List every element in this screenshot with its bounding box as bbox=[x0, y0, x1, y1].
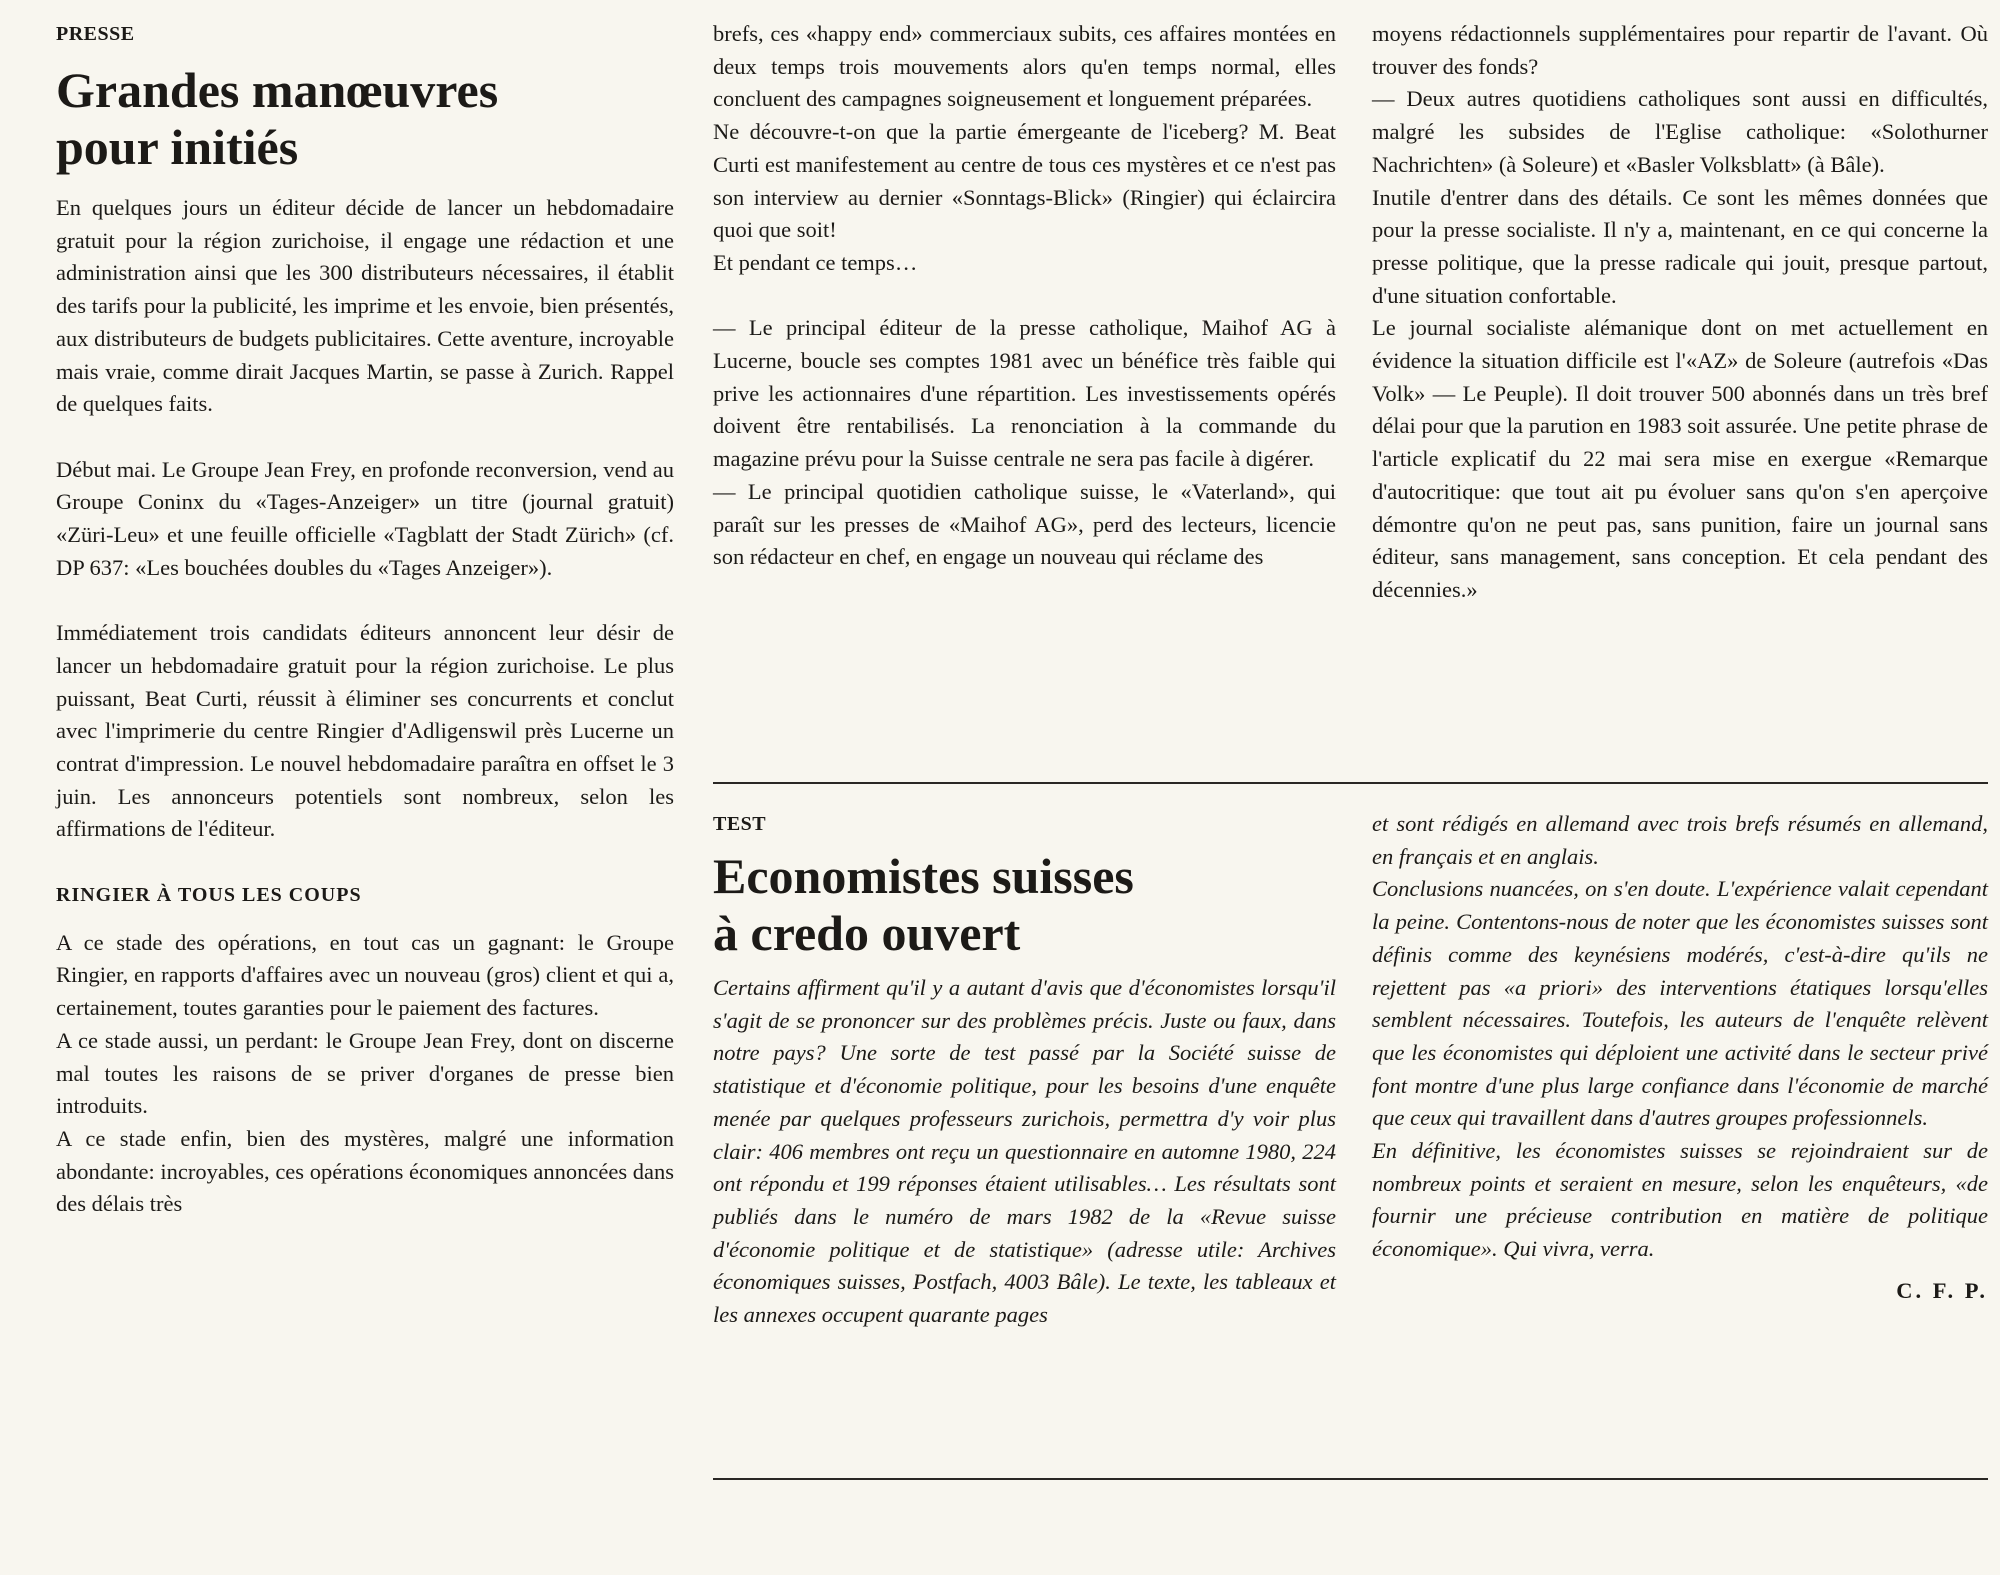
article-test-col3 bbox=[1372, 808, 1988, 1308]
article-presse-col2 bbox=[713, 18, 1336, 574]
paragraph: A ce stade des opérations, en tout cas un gagnant: le Groupe Ringier, en rapports d'affaires avec un nouveau (gros) client et qui a, certainement, toutes garanties pour le paiement des factures. bbox=[56, 929, 674, 1021]
paragraph: — Le principal quotidien catholique suisse, le «Vaterland», qui paraît sur les presses de «Maihof AG», perd des lecteurs, licencie son rédacteur en chef, en engage un nouveau qui réclame des bbox=[713, 478, 1336, 570]
article-presse-col1 bbox=[56, 18, 674, 1221]
headline-line2: pour initiés bbox=[56, 119, 299, 175]
divider-rule-bottom bbox=[713, 1478, 1988, 1480]
headline-line2: à credo ouvert bbox=[713, 905, 1021, 961]
paragraph: En quelques jours un éditeur décide de lancer un hebdomadaire gratuit pour la région zurichoise, il engage une rédaction et une administration ainsi que les 300 distributeurs nécessaires, il établit des tarifs pour la publicité, les imprime et les envoie, bien présentés, aux distributeurs de budgets publicitaires. Cette aventure, incroyable mais vraie, comme dirait Jacques Martin, se passe à Zurich. Rappel de quelques faits. bbox=[56, 195, 674, 417]
paragraph: Et pendant ce temps… bbox=[713, 249, 918, 275]
paragraph: Ne découvre-t-on que la partie émergeante de l'iceberg? M. Beat Curti est manifestement au centre de tous ces mystères et ce n'est pas son interview au dernier «Sonntags-Blick» (Ringier) qui éclaircira quoi que soit! bbox=[713, 119, 1336, 243]
headline-line1: Economistes suisses bbox=[713, 848, 1134, 904]
paragraph: A ce stade enfin, bien des mystères, malgré une information abondante: incroyables, ces opérations économiques annoncées dans des délais très bbox=[56, 1125, 674, 1217]
subheading-ringier: RINGIER À TOUS LES COUPS bbox=[56, 883, 362, 906]
paragraph: Le journal socialiste alémanique dont on met actuellement en évidence la situation difficile est l'«AZ» de Soleure (autrefois «Das Volk» — Le Peuple). Il doit trouver 500 abonnés dans un très bref délai pour que la parution en 1983 soit assurée. Une petite phrase de l'article explicatif du 22 mai sera mise en exergue «Remarque d'autocritique: que tout ait pu évoluer sans qu'on s'en aperçoive démontre qu'on ne peut pas, sans punition, faire un journal sans éditeur, sans management, sans conception. Et cela pendant des décennies.» bbox=[1372, 315, 1988, 602]
divider-rule-top bbox=[713, 782, 1988, 784]
article-headline-test bbox=[713, 848, 1336, 962]
paragraph: En définitive, les économistes suisses se rejoindraient sur de nombreux points et seraient en mesure, selon les enquêteurs, «de fournir une précieuse contribution en matière de politique économique». Qui vivra, verra. bbox=[1372, 1138, 1988, 1262]
paragraph: — Le principal éditeur de la presse catholique, Maihof AG à Lucerne, boucle ses comptes 1981 avec un bénéfice très faible qui prive les actionnaires d'une répartition. Les investissements opérés doivent être rentabilisés. La renonciation à la commande du magazine prévu pour la Suisse centrale ne sera pas facile à digérer. bbox=[713, 315, 1336, 472]
paragraph: Certains affirment qu'il y a autant d'avis que d'économistes lorsqu'il s'agit de se prononcer sur des problèmes précis. Juste ou faux, dans notre pays? Une sorte de test passé par la Société suisse de statistique et d'économie politique, pour les besoins d'une enquête menée par quelques professeurs zurichois, permettra d'y voir plus clair: 406 membres ont reçu un questionnaire en automne 1980, 224 ont répondu et 199 réponses étaient utilisables… Les résultats sont publiés dans le numéro de mars 1982 de la «Revue suisse d'économie politique et de statistique» (adresse utile: Archives économiques suisses, Postfach, 4003 Bâle). Le texte, les tableaux et les annexes occupent quarante pages bbox=[713, 975, 1336, 1328]
paragraph: brefs, ces «happy end» commerciaux subits, ces affaires montées en deux temps trois mouvements alors qu'en temps normal, elles concluent des campagnes soigneusement et longuement préparées. bbox=[713, 21, 1336, 112]
paragraph: — Deux autres quotidiens catholiques sont aussi en difficultés, malgré les subsides de l'Eglise catholique: «Solothurner Nachrichten» (à Soleure) et «Basler Volksblatt» (à Bâle). bbox=[1372, 86, 1988, 177]
section-kicker-test: TEST bbox=[713, 813, 767, 835]
headline-line1: Grandes manœuvres bbox=[56, 62, 499, 118]
paragraph: A ce stade aussi, un perdant: le Groupe Jean Frey, dont on discerne mal toutes les raisons de se priver d'organes de presse bien introduits. bbox=[56, 1027, 674, 1119]
paragraph: et sont rédigés en allemand avec trois brefs résumés en allemand, en français et en anglais. bbox=[1372, 811, 1988, 869]
paragraph: Immédiatement trois candidats éditeurs annoncent leur désir de lancer un hebdomadaire gratuit pour la région zurichoise. Le plus puissant, Beat Curti, réussit à éliminer ses concurrents et conclut avec l'imprimerie du centre Ringier d'Adligenswil près Lucerne un contrat d'impression. Le nouvel hebdomadaire paraîtra en offset le 3 juin. Les annonceurs potentiels sont nombreux, selon les affirmations de l'éditeur. bbox=[56, 620, 674, 842]
section-kicker-presse: PRESSE bbox=[56, 23, 135, 45]
article-test-col2 bbox=[713, 808, 1336, 1332]
article-headline-presse bbox=[56, 62, 674, 176]
article-presse-col3 bbox=[1372, 18, 1988, 607]
author-signature: C. F. P. bbox=[1896, 1277, 1988, 1303]
paragraph: Inutile d'entrer dans des détails. Ce sont les mêmes données que pour la presse socialiste. Il n'y a, maintenant, en ce qui concerne la presse politique, que la presse radicale qui jouit, presque partout, d'une situation confortable. bbox=[1372, 184, 1988, 308]
paragraph: Conclusions nuancées, on s'en doute. L'expérience valait cependant la peine. Contentons-nous de noter que les économistes suisses sont définis comme des keynésiens modérés, c'est-à-dire qu'ils ne rejettent pas «a priori» des interventions étatiques lorsqu'elles semblent nécessaires. Toutefois, les auteurs de l'enquête relèvent que les économistes qui déploient une activité dans le secteur privé font montre d'une plus large confiance dans l'économie de marché que ceux qui travaillent dans d'autres groupes professionnels. bbox=[1372, 876, 1988, 1131]
paragraph: Début mai. Le Groupe Jean Frey, en profonde reconversion, vend au Groupe Coninx du «Tages-Anzeiger» un titre (journal gratuit) «Züri-Leu» et une feuille officielle «Tagblatt der Stadt Zürich» (cf. DP 637: «Les bouchées doubles du «Tages Anzeiger»). bbox=[56, 456, 674, 580]
paragraph: moyens rédactionnels supplémentaires pour repartir de l'avant. Où trouver des fonds? bbox=[1372, 21, 1988, 79]
